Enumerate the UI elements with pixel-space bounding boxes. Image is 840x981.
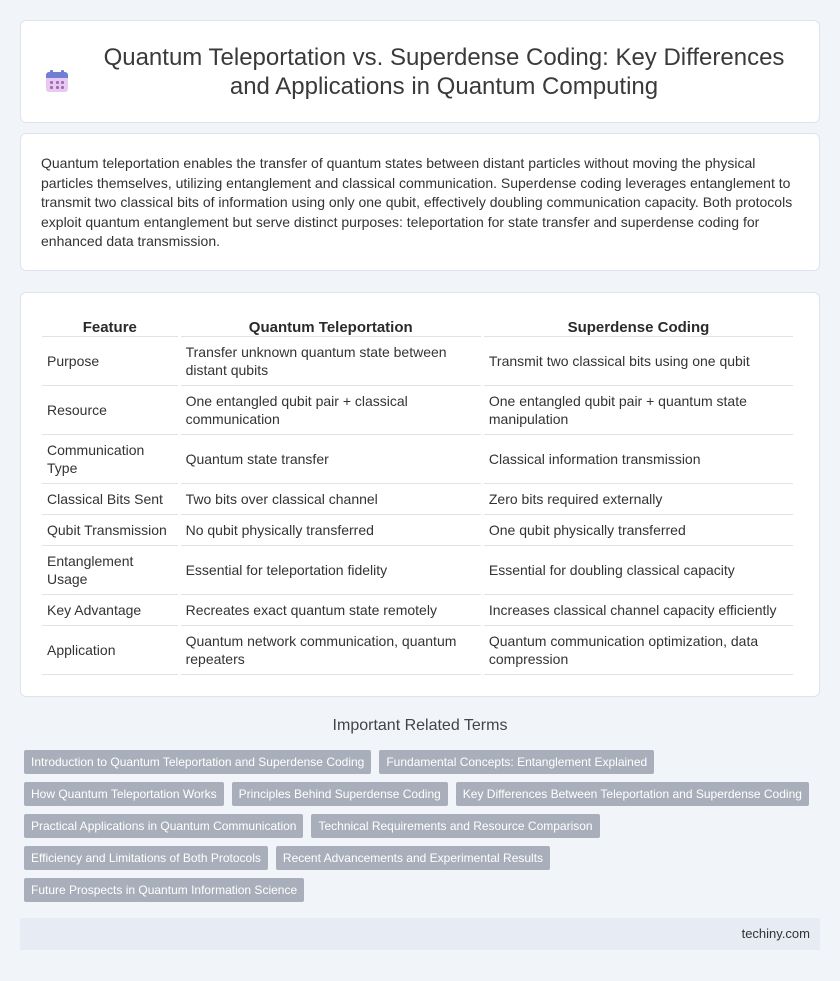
table-cell: Increases classical channel capacity efficiently <box>484 595 793 626</box>
table-cell: Recreates exact quantum state remotely <box>181 595 481 626</box>
footer <box>20 918 820 950</box>
table-cell: Key Advantage <box>42 595 178 626</box>
table-cell: Transfer unknown quantum state between distant qubits <box>181 337 481 386</box>
related-term-tag[interactable]: Introduction to Quantum Teleportation and Superdense Coding <box>24 750 371 774</box>
table-cell: One entangled qubit pair + classical communication <box>181 386 481 435</box>
site-name[interactable]: techiny.com <box>741 926 810 941</box>
table-cell: Quantum state transfer <box>181 435 481 484</box>
related-term-tag[interactable]: Practical Applications in Quantum Communication <box>24 814 303 838</box>
related-term-tag[interactable]: Principles Behind Superdense Coding <box>232 782 448 806</box>
comparison-table <box>39 313 796 675</box>
intro-paragraph: Quantum teleportation enables the transfer of quantum states between distant particles without moving the physical particles themselves, utilizing entanglement and classical communication. Superdense coding leverages entanglement to transmit two classical bits of information using only one qubit, effectively doubling communication capacity. Both protocols exploit quantum entanglement but serve distinct purposes: teleportation for state transfer and superdense coding for enhanced data transmission. <box>41 155 793 249</box>
table-row <box>42 386 793 435</box>
related-term-tag[interactable]: Fundamental Concepts: Entanglement Explained <box>379 750 654 774</box>
table-cell: No qubit physically transferred <box>181 515 481 546</box>
table-cell: Qubit Transmission <box>42 515 178 546</box>
table-row <box>42 515 793 546</box>
related-term-tag[interactable]: Key Differences Between Teleportation and Superdense Coding <box>456 782 809 806</box>
table-cell: Zero bits required externally <box>484 484 793 515</box>
header-superdense: Superdense Coding <box>484 313 793 337</box>
table-row <box>42 337 793 386</box>
tag-row <box>24 814 824 838</box>
header-feature: Feature <box>42 313 178 337</box>
tag-row <box>24 782 824 806</box>
table-cell: Essential for doubling classical capacity <box>484 546 793 595</box>
table-row <box>42 484 793 515</box>
intro-card <box>20 133 820 271</box>
table-cell: One entangled qubit pair + quantum state manipulation <box>484 386 793 435</box>
calendar-icon <box>46 70 68 92</box>
related-terms-heading: Important Related Terms <box>332 717 508 734</box>
page-title: Quantum Teleportation vs. Superdense Coding: Key Differences and Applications in Quantum Computing <box>103 43 785 100</box>
table-cell: Application <box>42 626 178 675</box>
table-cell: Two bits over classical channel <box>181 484 481 515</box>
related-term-tag[interactable]: Recent Advancements and Experimental Results <box>276 846 550 870</box>
table-cell: Communication Type <box>42 435 178 484</box>
table-header-row <box>42 313 793 337</box>
table-cell: Quantum network communication, quantum repeaters <box>181 626 481 675</box>
table-cell: Classical Bits Sent <box>42 484 178 515</box>
tag-row <box>24 878 824 902</box>
related-term-tag[interactable]: How Quantum Teleportation Works <box>24 782 224 806</box>
related-term-tag[interactable]: Future Prospects in Quantum Information Science <box>24 878 304 902</box>
table-cell: One qubit physically transferred <box>484 515 793 546</box>
title-card <box>20 20 820 123</box>
table-cell: Resource <box>42 386 178 435</box>
header-teleportation: Quantum Teleportation <box>181 313 481 337</box>
related-term-tag[interactable]: Technical Requirements and Resource Comparison <box>311 814 599 838</box>
related-term-tag[interactable]: Efficiency and Limitations of Both Protocols <box>24 846 268 870</box>
table-row <box>42 546 793 595</box>
table-cell: Transmit two classical bits using one qubit <box>484 337 793 386</box>
table-row <box>42 626 793 675</box>
comparison-table-card <box>20 292 820 697</box>
related-terms-list <box>24 750 824 910</box>
title-wrap <box>46 43 794 101</box>
table-cell: Purpose <box>42 337 178 386</box>
tag-row <box>24 846 824 870</box>
table-cell: Essential for teleportation fidelity <box>181 546 481 595</box>
table-cell: Quantum communication optimization, data compression <box>484 626 793 675</box>
table-row <box>42 435 793 484</box>
tag-row <box>24 750 824 774</box>
table-row <box>42 595 793 626</box>
table-cell: Entanglement Usage <box>42 546 178 595</box>
table-cell: Classical information transmission <box>484 435 793 484</box>
